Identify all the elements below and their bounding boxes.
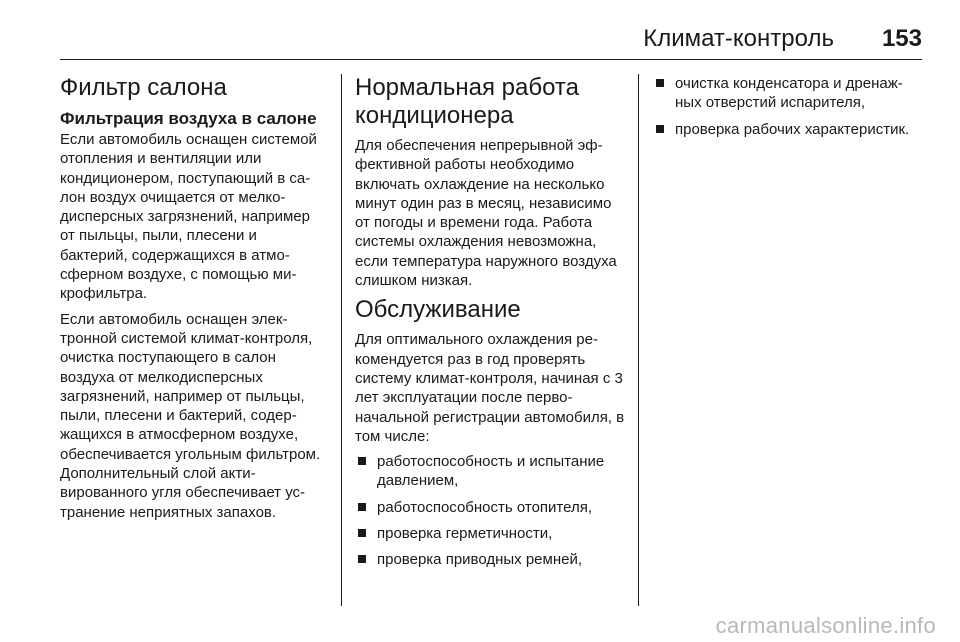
square-bullet-icon bbox=[358, 529, 366, 537]
list-item-text: работоспособность и испытание давлением, bbox=[377, 453, 605, 490]
paragraph-maintenance: Для оптимального охлаждения рекомендуется раз в год проверять систему климат-контроля, начиная с 3 лет эксплуатации после первоначальной регистрации автомобиля, в том числе: bbox=[355, 331, 625, 445]
list-item bbox=[355, 452, 625, 491]
column-left bbox=[60, 74, 328, 528]
list-item bbox=[355, 524, 625, 543]
list-item bbox=[355, 498, 625, 517]
section-title-cabin-filter: Фильтр салона bbox=[60, 74, 227, 101]
column-middle bbox=[355, 74, 625, 577]
site-watermark: carmanualsonline.info bbox=[715, 613, 936, 638]
maintenance-checklist-continued bbox=[653, 74, 923, 139]
square-bullet-icon bbox=[358, 503, 366, 511]
square-bullet-icon bbox=[656, 79, 664, 87]
square-bullet-icon bbox=[656, 125, 664, 133]
section-title-maintenance: Обслуживание bbox=[355, 296, 521, 324]
column-right bbox=[653, 74, 923, 146]
paragraph-carbon-filter: Если автомобиль оснащен электронной системой климат-контроля, очистка поступающего в салон воздуха от мелкодисперсных загрязнений, например от пыльцы, пыли, плесени и бактерий, содержащихся в атмосферном воздухе, обеспечивается угольным фильтром. Дополнительный слой активированного угля обеспечивает устранение неприятных запахов. bbox=[60, 310, 321, 521]
paragraph-microfilter: Если автомобиль оснащен системой отопления и вентиляции или кондиционером, поступающий в салон воздух очищается от мелкодисперсных загрязнений, например от пыльцы, пыли, плесени и бактерий, содержащихся в атмосферном воздухе, с помощью микрофильтра. bbox=[60, 131, 317, 303]
column-divider-left bbox=[341, 74, 342, 606]
column-divider-right bbox=[638, 74, 639, 606]
subsection-title-air-filtration: Фильтрация воздуха в салоне bbox=[60, 109, 317, 128]
list-item-text: проверка герметичности, bbox=[377, 525, 553, 543]
square-bullet-icon bbox=[358, 555, 366, 563]
list-item bbox=[653, 74, 923, 113]
maintenance-checklist bbox=[355, 452, 625, 569]
list-item bbox=[653, 120, 923, 139]
list-item bbox=[355, 550, 625, 569]
section-title-normal-operation: Нормальная работа кондиционера bbox=[355, 74, 579, 129]
list-item-text: очистка конденсатора и дренажных отверстий испарителя, bbox=[675, 75, 903, 112]
list-item-text: проверка рабочих характеристик. bbox=[675, 120, 910, 138]
paragraph-normal-operation: Для обеспечения непрерывной эффективной работы необходимо включать охлаждение на несколько минут один раз в месяц, независимо от погоды и времени года. Работа системы охлаждения невозможна, если температура наружного воздуха слишком низкая. bbox=[355, 137, 617, 290]
list-item-text: работоспособность отопителя, bbox=[377, 498, 593, 516]
page-header bbox=[60, 0, 922, 60]
running-title: Климат-контроль bbox=[643, 25, 834, 52]
list-item-text: проверка приводных ремней, bbox=[377, 551, 583, 569]
square-bullet-icon bbox=[358, 457, 366, 465]
page-number: 153 bbox=[881, 25, 922, 52]
